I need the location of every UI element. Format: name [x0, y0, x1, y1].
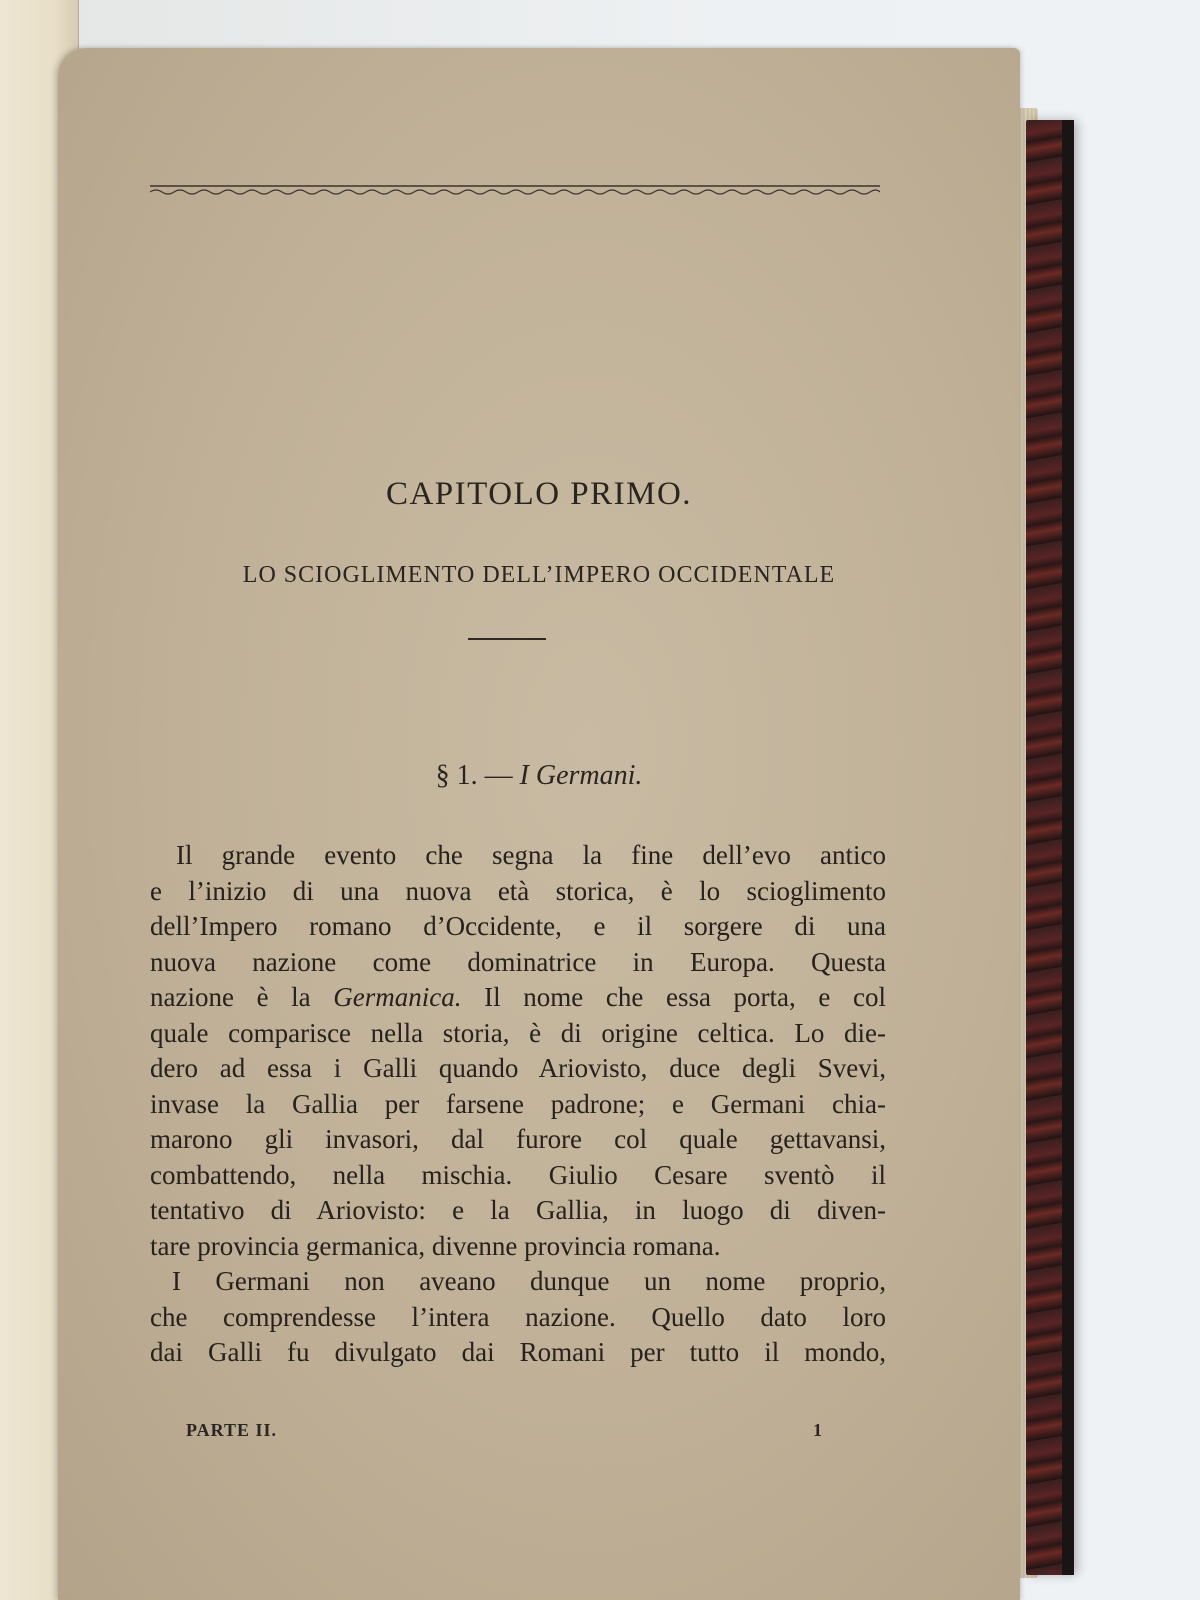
text-line: che comprendesse l’intera nazione. Quello dato loro: [150, 1301, 886, 1332]
text-line: marono gli invasori, dal furore col quale gettavansi,: [150, 1124, 886, 1154]
text-fragment: Il nome che essa porta, e col: [461, 982, 886, 1012]
text-line: nuova nazione come dominatrice in Europa. Questa: [150, 946, 886, 977]
text-line: [150, 980, 886, 1016]
text-line: dai Galli fu divulgato dai Romani per tutto il mondo,: [150, 1337, 886, 1367]
text-line: dero ad essa i Galli quando Ariovisto, duce degli Svevi,: [150, 1053, 886, 1083]
book-page: [58, 48, 1020, 1600]
text-emphasis: Germanica.: [333, 982, 462, 1012]
text-fragment: nazione è la: [150, 982, 334, 1012]
chapter-subtitle: LO SCIOGLIMENTO DELL’IMPERO OCCIDENTALE: [242, 562, 836, 588]
header-ornament: [150, 178, 880, 200]
title-rule: [468, 638, 546, 640]
text-line: Il grande evento che segna la fine dell’evo antico: [176, 840, 886, 870]
text-line: invase la Gallia per farsene padrone; e Germani chia-: [150, 1088, 886, 1119]
text-line: tare provincia germanica, divenne provincia romana.: [150, 1230, 721, 1261]
chapter-title: CAPITOLO PRIMO.: [385, 476, 693, 512]
signature-mark: PARTE II.: [186, 1420, 278, 1440]
text-line: e l’inizio di una nuova età storica, è lo scioglimento: [150, 875, 886, 906]
text-line: tentativo di Ariovisto: e la Gallia, in luogo di diven-: [150, 1195, 886, 1225]
text-line: I Germani non aveano dunque un nome proprio,: [172, 1266, 886, 1296]
body-text: [150, 838, 886, 1371]
signature-number: 1: [813, 1420, 822, 1440]
section-heading: [58, 760, 1020, 792]
section-number: § 1. —: [435, 760, 520, 791]
book-cover-edge: [1026, 120, 1074, 1575]
text-line: combattendo, nella mischia. Giulio Cesare sventò il: [150, 1159, 886, 1190]
text-line: dell’Impero romano d’Occidente, e il sorgere di una: [150, 911, 886, 941]
section-title: I Germani.: [519, 760, 643, 791]
text-line: quale comparisce nella storia, è di origine celtica. Lo die-: [150, 1017, 886, 1048]
